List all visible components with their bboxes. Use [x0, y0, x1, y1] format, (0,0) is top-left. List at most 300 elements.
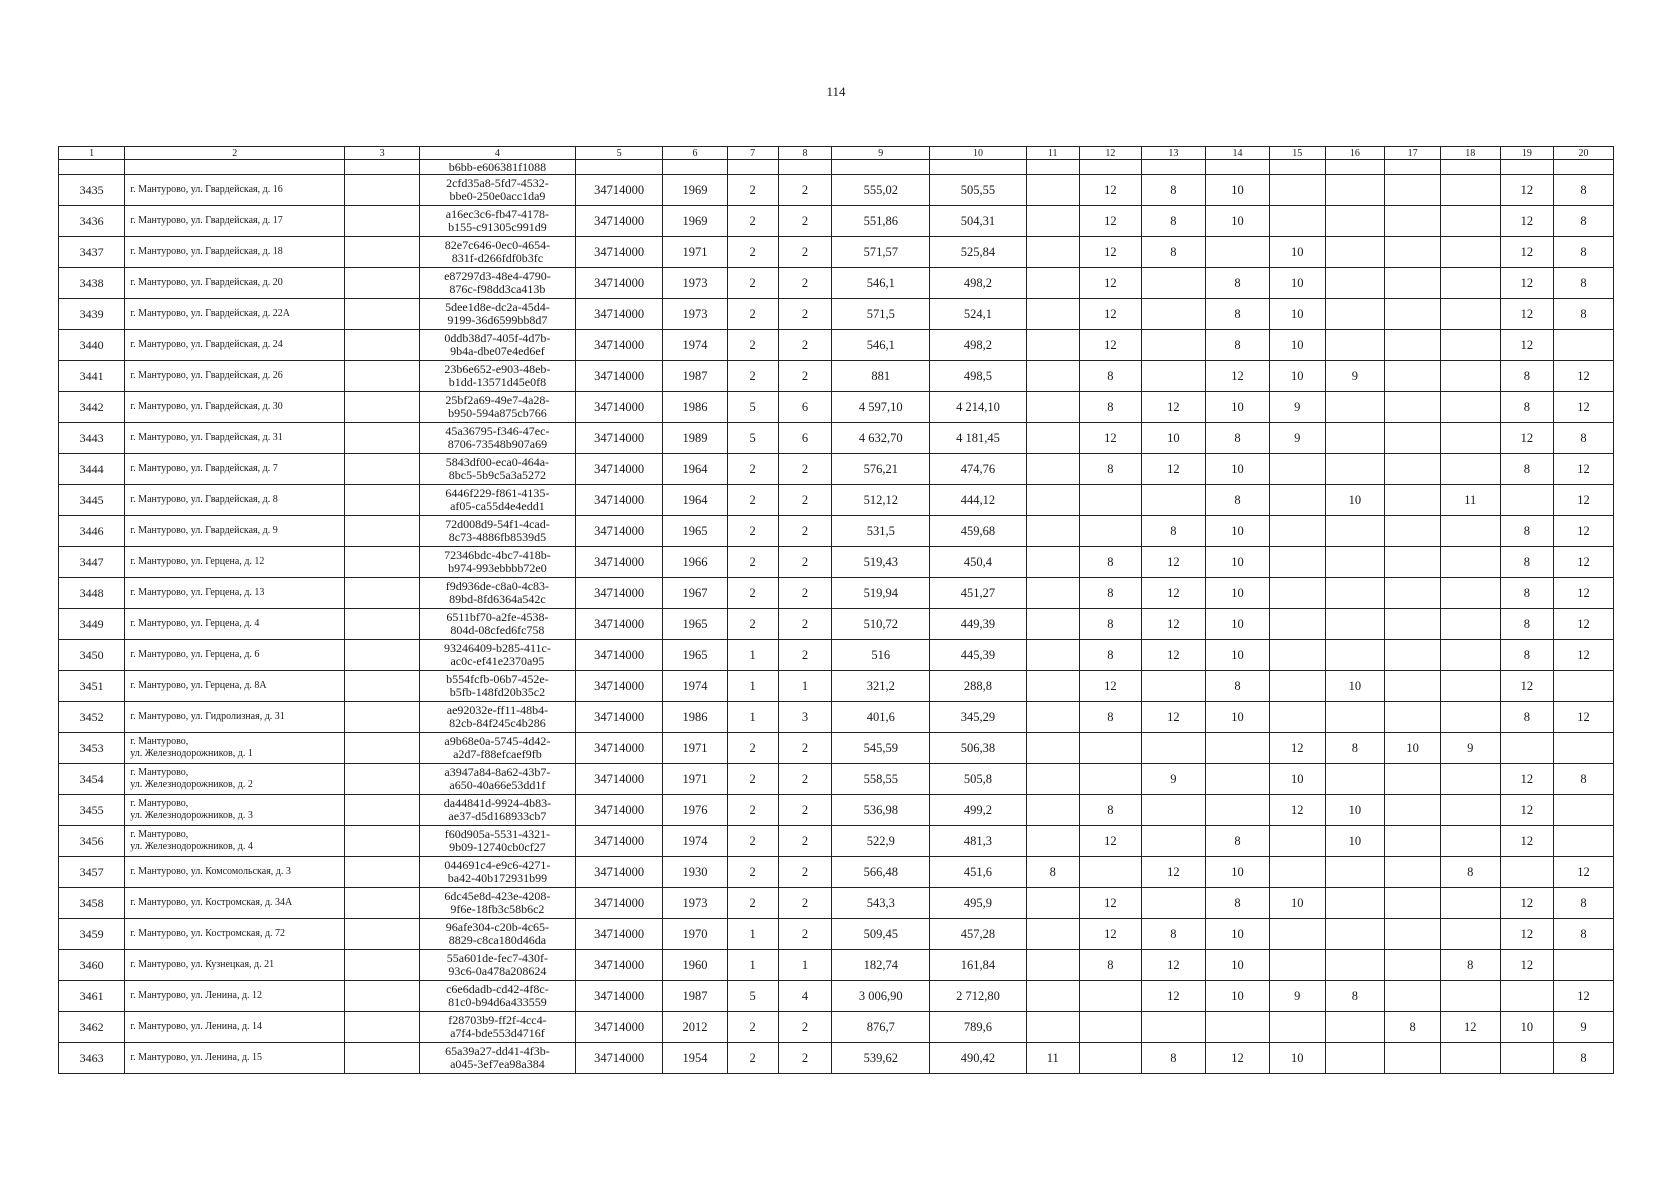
table-cell: 182,74 [832, 950, 930, 981]
table-cell: 2 [727, 1012, 778, 1043]
address-cell: г. Мантурово, ул. Герцена, д. 8А [125, 671, 345, 702]
table-cell: 1989 [663, 423, 727, 454]
column-header: 19 [1500, 147, 1553, 160]
table-cell: 566,48 [832, 857, 930, 888]
address-cell: г. Мантурово, ул. Герцена, д. 12 [125, 547, 345, 578]
table-cell: 8 [1205, 826, 1269, 857]
table-cell [1385, 919, 1441, 950]
table-cell: 2 [727, 1043, 778, 1074]
table-cell: 2 [727, 237, 778, 268]
table-cell: 10 [1205, 516, 1269, 547]
table-cell: 34714000 [575, 1012, 663, 1043]
table-cell [1079, 516, 1141, 547]
table-cell: 2 [778, 640, 831, 671]
table-cell [1325, 299, 1385, 330]
table-cell: 2 [778, 888, 831, 919]
table-cell: 12 [1554, 516, 1614, 547]
table-cell [345, 950, 420, 981]
table-cell: 8 [1079, 547, 1141, 578]
table-cell [1500, 857, 1553, 888]
table-cell [1440, 888, 1500, 919]
table-cell: 2 [727, 764, 778, 795]
table-cell: 12 [1554, 640, 1614, 671]
table-cell: 539,62 [832, 1043, 930, 1074]
table-cell [345, 733, 420, 764]
uid-cell: a9b68e0a-5745-4d42- a2d7-f88efcaef9fb [419, 733, 575, 764]
table-cell: 459,68 [930, 516, 1026, 547]
table-cell: 558,55 [832, 764, 930, 795]
table-cell: 12 [1500, 268, 1553, 299]
uid-cell: 6446f229-f861-4135- af05-ca55d4e4edd1 [419, 485, 575, 516]
table-cell: 2 [778, 516, 831, 547]
table-cell: 10 [1270, 299, 1326, 330]
table-cell [1026, 702, 1079, 733]
table-cell [1440, 640, 1500, 671]
row-number-cell: 3440 [59, 330, 125, 361]
table-cell: 8 [1500, 392, 1553, 423]
table-cell [345, 981, 420, 1012]
row-number-cell: 3435 [59, 175, 125, 206]
table-cell: 34714000 [575, 392, 663, 423]
table-cell [1079, 857, 1141, 888]
table-cell [1325, 640, 1385, 671]
column-header: 10 [930, 147, 1026, 160]
column-header: 8 [778, 147, 831, 160]
table-cell: 2 [778, 175, 831, 206]
table-cell: 34714000 [575, 237, 663, 268]
address-cell: г. Мантурово, ул. Гвардейская, д. 26 [125, 361, 345, 392]
table-cell [1500, 733, 1553, 764]
table-cell [1270, 454, 1326, 485]
table-cell: 34714000 [575, 857, 663, 888]
table-cell: 10 [1270, 268, 1326, 299]
table-cell: 10 [1205, 578, 1269, 609]
table-cell: 509,45 [832, 919, 930, 950]
table-cell [1440, 671, 1500, 702]
table-cell: 8 [1325, 981, 1385, 1012]
table-cell: 12 [1500, 175, 1553, 206]
table-cell: 8 [1554, 888, 1614, 919]
table-cell: 6 [778, 392, 831, 423]
table-cell [1141, 671, 1205, 702]
table-cell: 8 [1079, 950, 1141, 981]
table-row [59, 919, 1614, 950]
table-cell: 12 [1500, 671, 1553, 702]
table-cell [345, 795, 420, 826]
table-cell: 522,9 [832, 826, 930, 857]
table-cell [1325, 950, 1385, 981]
table-cell: 10 [1270, 888, 1326, 919]
table-cell: 2 [778, 1043, 831, 1074]
table-row [59, 361, 1614, 392]
table-cell: 2 [778, 237, 831, 268]
table-cell: 3 006,90 [832, 981, 930, 1012]
table-cell: 12 [1079, 919, 1141, 950]
address-cell: г. Мантурово, ул. Гвардейская, д. 9 [125, 516, 345, 547]
column-header: 11 [1026, 147, 1079, 160]
table-cell [1141, 330, 1205, 361]
table-cell: 2012 [663, 1012, 727, 1043]
table-row [59, 1012, 1614, 1043]
table-cell: 12 [1141, 640, 1205, 671]
table-cell: 8 [1500, 640, 1553, 671]
table-cell: 12 [1554, 578, 1614, 609]
table-cell [1079, 764, 1141, 795]
table-cell: 1965 [663, 640, 727, 671]
table-cell: 1973 [663, 299, 727, 330]
table-cell: 12 [1500, 764, 1553, 795]
table-cell: 12 [1205, 1043, 1269, 1074]
table-cell: 34714000 [575, 795, 663, 826]
table-cell: 2 [727, 826, 778, 857]
table-cell: 510,72 [832, 609, 930, 640]
table-cell: 1974 [663, 330, 727, 361]
table-cell: 10 [1385, 733, 1441, 764]
table-cell: 2 [778, 609, 831, 640]
row-number-cell: 3446 [59, 516, 125, 547]
table-cell: 1 [727, 919, 778, 950]
continuation-row [59, 160, 1614, 175]
table-cell: 481,3 [930, 826, 1026, 857]
table-cell: 10 [1270, 361, 1326, 392]
table-cell: 12 [1079, 175, 1141, 206]
table-cell: 34714000 [575, 640, 663, 671]
row-number-cell: 3437 [59, 237, 125, 268]
table-cell: 881 [832, 361, 930, 392]
table-cell: 8 [1205, 485, 1269, 516]
table-cell: 789,6 [930, 1012, 1026, 1043]
table-cell: 1971 [663, 237, 727, 268]
column-header: 12 [1079, 147, 1141, 160]
column-header: 20 [1554, 147, 1614, 160]
table-cell [1385, 237, 1441, 268]
table-cell [1325, 609, 1385, 640]
uid-cell: ae92032e-ff11-48b4- 82cb-84f245c4b286 [419, 702, 575, 733]
table-cell [345, 1012, 420, 1043]
table-cell: 12 [1500, 423, 1553, 454]
table-cell: 8 [1500, 578, 1553, 609]
table-cell [1141, 826, 1205, 857]
table-cell: 450,4 [930, 547, 1026, 578]
row-number-cell: 3450 [59, 640, 125, 671]
table-cell: 10 [1325, 826, 1385, 857]
table-cell: 3 [778, 702, 831, 733]
table-cell: 10 [1205, 919, 1269, 950]
table-row [59, 981, 1614, 1012]
table-cell: 2 [727, 888, 778, 919]
table-cell: 12 [1141, 392, 1205, 423]
table-cell: 504,31 [930, 206, 1026, 237]
table-cell: 546,1 [832, 268, 930, 299]
table-cell [1440, 578, 1500, 609]
table-cell [1270, 950, 1326, 981]
uid-cell: a16ec3c6-fb47-4178- b155-c91305c991d9 [419, 206, 575, 237]
table-cell [1026, 640, 1079, 671]
table-cell: 8 [1554, 237, 1614, 268]
table-cell [1440, 1043, 1500, 1074]
table-cell [1026, 826, 1079, 857]
table-cell: 8 [1554, 1043, 1614, 1074]
table-cell: 506,38 [930, 733, 1026, 764]
table-row [59, 888, 1614, 919]
table-cell [1141, 795, 1205, 826]
table-cell: 34714000 [575, 516, 663, 547]
table-cell [1554, 671, 1614, 702]
column-header: 3 [345, 147, 420, 160]
table-cell: 8 [1554, 268, 1614, 299]
table-cell [345, 175, 420, 206]
table-cell: 1974 [663, 826, 727, 857]
table-cell [1385, 423, 1441, 454]
table-cell: 1986 [663, 702, 727, 733]
row-number-cell: 3460 [59, 950, 125, 981]
address-cell: г. Мантурово, ул. Железнодорожников, д. 4 [125, 826, 345, 857]
table-cell: 576,21 [832, 454, 930, 485]
address-cell: г. Мантурово, ул. Герцена, д. 4 [125, 609, 345, 640]
table-cell: 10 [1325, 671, 1385, 702]
table-cell: 524,1 [930, 299, 1026, 330]
table-cell [1325, 1012, 1385, 1043]
table-cell: 12 [1079, 423, 1141, 454]
table-cell: 2 [778, 857, 831, 888]
table-cell: 34714000 [575, 361, 663, 392]
table-cell: 1973 [663, 888, 727, 919]
row-number-cell: 3439 [59, 299, 125, 330]
table-cell [1026, 268, 1079, 299]
row-number-cell: 3458 [59, 888, 125, 919]
table-cell [1440, 547, 1500, 578]
table-cell: 5 [727, 392, 778, 423]
uid-cell: 96afe304-c20b-4c65- 8829-c8ca180d46da [419, 919, 575, 950]
table-cell: 4 214,10 [930, 392, 1026, 423]
table-cell [1270, 609, 1326, 640]
table-cell: 1 [727, 640, 778, 671]
table-cell: 4 597,10 [832, 392, 930, 423]
table-cell: 34714000 [575, 454, 663, 485]
uid-cell: c6e6dadb-cd42-4f8c- 81c0-b94d6a433559 [419, 981, 575, 1012]
table-cell [1026, 175, 1079, 206]
table-cell: 10 [1205, 206, 1269, 237]
row-number-cell: 3455 [59, 795, 125, 826]
table-cell: 12 [1141, 702, 1205, 733]
table-cell: 8 [1141, 516, 1205, 547]
table-cell: 34714000 [575, 1043, 663, 1074]
table-cell [345, 547, 420, 578]
table-cell: 34714000 [575, 609, 663, 640]
table-cell: 8 [1440, 857, 1500, 888]
address-cell: г. Мантурово, ул. Костромская, д. 72 [125, 919, 345, 950]
table-cell [1385, 609, 1441, 640]
table-cell: 34714000 [575, 733, 663, 764]
table-cell [1385, 392, 1441, 423]
table-cell [1325, 547, 1385, 578]
table-cell: 1 [727, 950, 778, 981]
column-number-header-row [59, 147, 1614, 160]
table-cell: 10 [1205, 175, 1269, 206]
table-cell: 1 [727, 671, 778, 702]
uid-cell: a3947a84-8a62-43b7- a650-40a66e53dd1f [419, 764, 575, 795]
table-cell: 12 [1500, 206, 1553, 237]
table-cell: 4 632,70 [832, 423, 930, 454]
table-row [59, 268, 1614, 299]
table-cell: 8 [1554, 764, 1614, 795]
table-cell: 10 [1205, 950, 1269, 981]
table-cell: 498,2 [930, 268, 1026, 299]
uid-cell: 6dc45e8d-423e-4208- 9f6e-18fb3c58b6c2 [419, 888, 575, 919]
row-number-cell: 3463 [59, 1043, 125, 1074]
table-cell: 1970 [663, 919, 727, 950]
table-cell: 8 [1440, 950, 1500, 981]
table-cell [345, 919, 420, 950]
table-cell [1500, 1043, 1553, 1074]
table-cell: 8 [1325, 733, 1385, 764]
table-cell [1385, 175, 1441, 206]
table-cell [1325, 175, 1385, 206]
table-cell: 12 [1500, 950, 1553, 981]
table-cell: 12 [1500, 795, 1553, 826]
table-cell [1440, 764, 1500, 795]
table-cell: 498,2 [930, 330, 1026, 361]
table-cell [1554, 795, 1614, 826]
table-cell: 2 [778, 764, 831, 795]
table-cell [1026, 547, 1079, 578]
table-cell: 8 [1554, 175, 1614, 206]
table-cell: 10 [1205, 981, 1269, 1012]
table-cell: 2 [778, 206, 831, 237]
table-cell: 546,1 [832, 330, 930, 361]
table-cell [1325, 888, 1385, 919]
table-cell: 445,39 [930, 640, 1026, 671]
table-cell [1205, 237, 1269, 268]
table-cell [1026, 237, 1079, 268]
table-cell: 2 [778, 919, 831, 950]
table-cell: 2 [778, 330, 831, 361]
table-cell [1270, 516, 1326, 547]
table-cell [1026, 671, 1079, 702]
table-cell: 12 [1500, 888, 1553, 919]
table-cell [1079, 981, 1141, 1012]
table-cell: 10 [1205, 702, 1269, 733]
column-header: 14 [1205, 147, 1269, 160]
table-cell: 474,76 [930, 454, 1026, 485]
address-cell: г. Мантурово, ул. Железнодорожников, д. 2 [125, 764, 345, 795]
table-cell [1205, 1012, 1269, 1043]
table-cell: 2 [778, 299, 831, 330]
address-cell: г. Мантурово, ул. Гвардейская, д. 31 [125, 423, 345, 454]
table-cell [1205, 795, 1269, 826]
row-number-cell: 3438 [59, 268, 125, 299]
uid-cell: e87297d3-48e4-4790- 876c-f98dd3ca413b [419, 268, 575, 299]
column-header: 18 [1440, 147, 1500, 160]
table-cell [1385, 1043, 1441, 1074]
table-cell [1440, 237, 1500, 268]
uid-cell: f60d905a-5531-4321- 9b09-12740cb0cf27 [419, 826, 575, 857]
address-cell: г. Мантурово, ул. Гвардейская, д. 7 [125, 454, 345, 485]
table-cell: 10 [1270, 764, 1326, 795]
table-cell [1141, 268, 1205, 299]
table-cell [1270, 671, 1326, 702]
column-header: 16 [1325, 147, 1385, 160]
table-cell [1270, 547, 1326, 578]
table-cell [1385, 826, 1441, 857]
address-cell: г. Мантурово, ул. Ленина, д. 14 [125, 1012, 345, 1043]
table-cell [345, 888, 420, 919]
address-cell: г. Мантурово, ул. Ленина, д. 12 [125, 981, 345, 1012]
table-cell [345, 454, 420, 485]
table-cell: 499,2 [930, 795, 1026, 826]
table-cell [1270, 826, 1326, 857]
table-cell [1440, 330, 1500, 361]
row-number-cell: 3457 [59, 857, 125, 888]
table-cell: 12 [1079, 330, 1141, 361]
table-cell: 2 [778, 733, 831, 764]
table-cell: 12 [1554, 609, 1614, 640]
table-cell: 34714000 [575, 268, 663, 299]
uid-cell: da44841d-9924-4b83- ae37-d5d168933cb7 [419, 795, 575, 826]
table-cell: 10 [1270, 1043, 1326, 1074]
address-cell: г. Мантурово, ул. Гвардейская, д. 16 [125, 175, 345, 206]
table-cell: 34714000 [575, 764, 663, 795]
table-cell [1440, 268, 1500, 299]
table-row [59, 299, 1614, 330]
column-header: 17 [1385, 147, 1441, 160]
table-cell [1026, 392, 1079, 423]
table-row [59, 702, 1614, 733]
table-cell: 451,27 [930, 578, 1026, 609]
table-cell: 449,39 [930, 609, 1026, 640]
uid-cell: 0ddb38d7-405f-4d7b- 9b4a-dbe07e4ed6ef [419, 330, 575, 361]
row-number-cell: 3448 [59, 578, 125, 609]
table-cell [1026, 578, 1079, 609]
column-header: 9 [832, 147, 930, 160]
table-cell [1325, 423, 1385, 454]
table-row [59, 671, 1614, 702]
column-header: 6 [663, 147, 727, 160]
table-cell: 9 [1325, 361, 1385, 392]
table-cell [1554, 733, 1614, 764]
table-cell [1385, 950, 1441, 981]
column-header: 15 [1270, 147, 1326, 160]
table-row [59, 764, 1614, 795]
table-cell: 2 [778, 578, 831, 609]
table-cell: 10 [1325, 485, 1385, 516]
table-cell: 1986 [663, 392, 727, 423]
table-cell [1440, 702, 1500, 733]
table-cell: 543,3 [832, 888, 930, 919]
table-cell [1205, 733, 1269, 764]
table-cell: 519,94 [832, 578, 930, 609]
table-cell: 12 [1079, 206, 1141, 237]
table-cell [345, 423, 420, 454]
table-cell [345, 206, 420, 237]
table-cell: 2 [727, 299, 778, 330]
table-cell [345, 826, 420, 857]
table-cell [1270, 485, 1326, 516]
table-cell [345, 237, 420, 268]
address-cell: г. Мантурово, ул. Железнодорожников, д. 3 [125, 795, 345, 826]
table-row [59, 392, 1614, 423]
table-cell: 505,8 [930, 764, 1026, 795]
table-cell: 5 [727, 981, 778, 1012]
table-cell: 8 [1141, 237, 1205, 268]
table-cell [1385, 361, 1441, 392]
table-cell: 34714000 [575, 423, 663, 454]
table-cell: 12 [1141, 547, 1205, 578]
table-cell [1325, 268, 1385, 299]
table-cell: 8 [1079, 702, 1141, 733]
table-cell: 34714000 [575, 330, 663, 361]
address-cell: г. Мантурово, ул. Гвардейская, д. 24 [125, 330, 345, 361]
